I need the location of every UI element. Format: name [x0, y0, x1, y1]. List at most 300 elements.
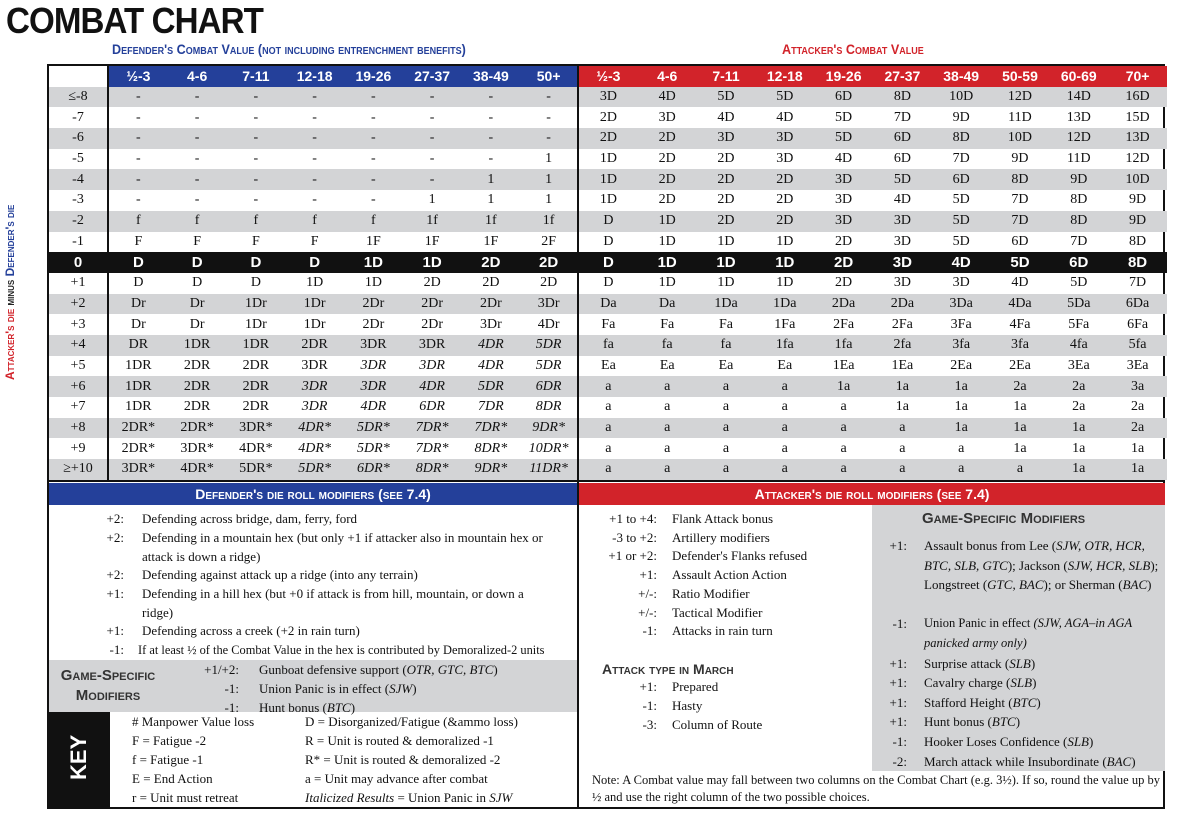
defender-result-cell: 1f [462, 211, 521, 232]
row-label: -4 [49, 169, 109, 190]
modifier-description: Defending in a mountain hex (but only +1 if attacker also in mountain hex or attack is down a ridge) [142, 530, 543, 564]
attacker-column-header: 12-18 [755, 66, 814, 87]
defender-result-cell: - [194, 109, 200, 125]
modifier-description: Defending in a hill hex (but +0 if attack is from hill, mountain, or down a ridge) [142, 586, 524, 620]
attacker-result-cell: 2D [835, 233, 853, 249]
modifier-text-part: ) [1147, 577, 1152, 592]
defender-result-cell: - [136, 192, 141, 208]
defender-column-header: 12-18 [285, 66, 344, 87]
modifier-description [259, 680, 569, 699]
defender-result-cell: 2DR [183, 357, 211, 373]
attacker-result-cell: fa [638, 335, 697, 356]
defender-result-cell: D [168, 252, 227, 273]
defender-result-cell: 3DR* [109, 459, 168, 480]
defender-result-cell: - [403, 128, 462, 149]
modifier-text-part: ); Jackson ( [1007, 557, 1068, 573]
modifier-value: -1: [892, 734, 907, 749]
attacker-result-cell: D [579, 211, 638, 232]
attacker-result-cell: 3Ea [1126, 357, 1149, 373]
modifier-value: +1: [889, 655, 907, 671]
attacker-result-cell: 7D [1129, 275, 1147, 291]
attacker-result-cell: 3D [755, 128, 814, 149]
modifier-text-part: Assault bonus from Lee ( [924, 538, 1057, 553]
defender-result-cell: 4DR* [168, 459, 227, 480]
defender-result-cell: 2DR [227, 376, 286, 397]
attacker-result-cell: 3D [697, 128, 756, 149]
attacker-result-cell: 1a [1013, 399, 1027, 415]
attacker-result-cell: a [664, 440, 671, 456]
attacker-result-cell: 2Ea [1009, 357, 1031, 373]
attacker-result-cell: 5D [755, 87, 814, 108]
modifier-value: +1: [106, 623, 124, 638]
defender-result-cell: 8DR* [403, 459, 462, 480]
table-corner-cell [49, 66, 109, 87]
defender-result-cell: 1DR [227, 335, 286, 356]
attacker-result-cell: 4D [638, 87, 697, 108]
attacker-result-cell: a [781, 440, 788, 456]
defender-result-cell: 1D [403, 252, 462, 273]
attacker-result-cell: 1D [599, 151, 617, 167]
defender-result-cell: - [462, 87, 521, 108]
modifier-text-part: Hunt bonus ( [924, 714, 992, 730]
defender-result-cell: 3DR [344, 335, 403, 356]
attacker-result-cell: 3D [814, 211, 873, 232]
defender-result-cell: 1f [403, 211, 462, 232]
defender-die-label: Defender's die [3, 204, 17, 277]
italic-results-label: Italicized Results [305, 790, 395, 805]
defender-result-cell: 9DR* [520, 418, 579, 439]
attacker-result-cell: Ea [601, 357, 616, 373]
combat-results-table [47, 64, 1165, 482]
attacker-result-cell: 1Da [697, 294, 756, 315]
modifier-value: -1: [224, 681, 239, 696]
defender-result-cell: 8DR [520, 397, 579, 418]
attacker-result-cell: 12D [1049, 128, 1108, 149]
attacker-result-cell: 1Da [755, 294, 814, 315]
attacker-result-cell: Ea [659, 357, 675, 373]
row-label: -6 [49, 128, 109, 149]
attacker-result-cell: 9D [1011, 151, 1029, 167]
attacker-result-cell: 2Da [873, 294, 932, 315]
attacker-column-header: 7-11 [697, 66, 756, 87]
row-label: ≤-8 [49, 87, 109, 108]
attacker-result-cell: 3D [835, 192, 853, 208]
defender-result-cell: 3DR [403, 335, 462, 356]
attacker-result-cell: Ea [718, 357, 734, 373]
modifier-text-part: GTC, BAC [987, 577, 1044, 592]
modifier-value: +1 to +4: [609, 511, 657, 526]
defender-result-cell: 2DR* [168, 418, 227, 439]
attacker-result-cell: a [814, 459, 873, 480]
modifier-value: +1: [889, 538, 907, 553]
modifier-text-part: Union Panic in effect [924, 616, 1034, 631]
attacker-result-cell: 1fa [814, 335, 873, 356]
attacker-result-cell: 1D [776, 233, 794, 249]
defender-result-cell: - [312, 109, 317, 125]
attacker-result-cell: 11D [1008, 109, 1032, 125]
defender-result-cell: 2D [520, 252, 579, 273]
row-label: +3 [49, 314, 109, 335]
attacker-result-cell: 12D [1125, 151, 1150, 167]
attacker-column-header: 19-26 [814, 66, 873, 87]
attacker-column-header: 4-6 [638, 66, 697, 87]
row-label: +4 [49, 335, 109, 356]
attacker-result-cell: 1a [954, 399, 968, 415]
attacker-result-cell: 6D [932, 169, 991, 190]
defender-result-cell: - [285, 87, 344, 108]
attacker-result-cell: a [605, 440, 612, 456]
attacker-result-cell: 1a [1072, 440, 1086, 456]
attacker-result-cell: 1Ea [832, 357, 855, 373]
defender-result-cell: D [192, 275, 203, 291]
defender-result-cell: - [285, 169, 344, 190]
key-entry-italic [305, 790, 512, 806]
modifier-text-part: ) [412, 681, 417, 696]
modifier-value: +2: [106, 530, 124, 545]
attacker-result-cell: 2D [755, 211, 814, 232]
modifier-text-part: BAC [1122, 577, 1148, 592]
row-label: -3 [49, 190, 109, 211]
attacker-result-cell: 4fa [1049, 335, 1108, 356]
defender-result-cell: 1 [520, 190, 579, 211]
defender-result-cell: 2D [520, 273, 579, 294]
row-label: +7 [49, 397, 109, 418]
defender-result-cell: 4DR [478, 357, 504, 373]
modifier-text-part: BTC [1012, 694, 1037, 710]
defender-column-header: 19-26 [344, 66, 403, 87]
defender-result-cell: 4DR [403, 376, 462, 397]
attacker-result-cell: a [932, 459, 991, 480]
attacker-result-cell: 3D [952, 275, 970, 291]
key-entry: f = Fatigue -1 [132, 752, 204, 767]
modifier-description [924, 614, 1164, 653]
attacker-result-cell: 7D [991, 211, 1050, 232]
defender-result-cell: 2Dr [362, 316, 385, 332]
modifier-value: -1: [109, 642, 124, 657]
defender-result-cell: 4DR* [298, 440, 331, 456]
defender-result-cell: 1 [487, 192, 495, 208]
modifier-description: Ratio Modifier [672, 585, 750, 601]
attacker-result-cell: a [697, 459, 756, 480]
attacker-result-cell: 11D [1066, 151, 1091, 167]
modifier-description [924, 654, 1164, 674]
row-label: -1 [49, 232, 109, 253]
defender-result-cell: 1f [520, 211, 579, 232]
attacker-result-cell: 2a [991, 376, 1050, 397]
attacker-column-header: 70+ [1108, 66, 1167, 87]
defender-result-cell: - [109, 87, 168, 108]
attacker-result-cell: 2D [776, 192, 794, 208]
defender-result-cell: 1Dr [303, 316, 326, 332]
defender-result-cell: - [194, 192, 200, 208]
row-label: ≥+10 [49, 459, 109, 480]
defender-result-cell: 8DR* [474, 440, 508, 456]
attacker-result-cell: 1a [1130, 440, 1145, 456]
modifier-text-part: SJW, HCR, SLB [1067, 557, 1151, 573]
defender-result-cell: 5DR* [344, 418, 403, 439]
defender-result-cell: 1 [428, 192, 436, 208]
modifier-text-part: Gunboat defensive support ( [259, 662, 407, 677]
defender-result-cell: Dr [168, 294, 227, 315]
attacker-result-cell: 2D [579, 128, 638, 149]
modifier-description [924, 693, 1164, 713]
attacker-result-cell: 3Fa [950, 316, 972, 332]
defender-result-cell: 1 [462, 169, 521, 190]
attacker-result-cell: 2Da [814, 294, 873, 315]
defender-result-cell: 9DR* [462, 459, 521, 480]
modifier-description: If at least ½ of the Combat Value in the hex is contributed by Demoralized-2 units [138, 643, 545, 657]
modifier-value: +1/+2: [204, 662, 239, 677]
key-entry: # Manpower Value loss [132, 714, 255, 729]
defender-result-cell: 3DR [301, 357, 328, 373]
defender-result-cell: 7DR* [403, 418, 462, 439]
defender-result-cell: D [227, 252, 286, 273]
modifier-description: Prepared [672, 679, 719, 694]
attacker-combat-value-heading: Attacker's Combat Value [782, 41, 924, 57]
modifier-value: +1: [106, 586, 124, 601]
attacker-result-cell: 1a [932, 418, 991, 439]
defender-result-cell: Dr [109, 294, 168, 315]
attacker-result-cell: 1a [991, 418, 1050, 439]
attacker-result-cell: 2Fa [833, 316, 855, 332]
defender-result-cell: - [429, 151, 435, 167]
attacker-result-cell: 3D [873, 252, 932, 273]
defender-result-cell: - [371, 151, 376, 167]
defender-result-cell: 5DR [520, 335, 579, 356]
defender-result-cell: - [403, 169, 462, 190]
defender-column-header: 7-11 [227, 66, 286, 87]
attacker-result-cell: 1D [579, 169, 638, 190]
defender-result-cell: 2DR [242, 399, 270, 415]
defender-result-cell: D [133, 275, 144, 291]
defender-combat-value-heading: Defender's Combat Value (not including entrenchment benefits) [112, 41, 466, 57]
modifier-text-part: ); or Sherman ( [1043, 577, 1123, 592]
defender-result-cell: 3DR [360, 357, 387, 373]
attacker-result-cell: 16D [1108, 87, 1167, 108]
attacker-result-cell: 5D [814, 128, 873, 149]
attacker-result-cell: 2a [1072, 399, 1086, 415]
key-label-box [49, 712, 110, 809]
attacker-result-cell: 13D [1066, 109, 1091, 125]
defender-result-cell: DR [109, 335, 168, 356]
defender-result-cell: f [285, 211, 344, 232]
modifier-description: Artillery modifiers [672, 529, 770, 545]
key-label: KEY [66, 734, 91, 780]
defender-result-cell: - [344, 87, 403, 108]
attacker-result-cell: 1a [895, 399, 909, 415]
modifier-description [924, 673, 1164, 693]
attacker-result-cell: D [603, 233, 614, 249]
attacker-column-header: 50-59 [991, 66, 1050, 87]
defender-result-cell: 1Dr [285, 294, 344, 315]
attacker-result-cell: 1a [1049, 459, 1108, 480]
defender-result-cell: 4Dr [520, 314, 579, 335]
defender-result-cell: 3Dr [479, 316, 502, 332]
modifier-text-part: (SJW, AGA–in AGA panicked army only) [924, 616, 1132, 650]
defender-result-cell: 3Dr [520, 294, 579, 315]
attacker-result-cell: 2D [755, 169, 814, 190]
defender-result-cell: 3DR [301, 399, 328, 415]
attacker-result-cell: 7D [1070, 233, 1088, 249]
modifier-text-part: ); Longstreet ( [924, 557, 1159, 592]
attacker-result-cell: 2D [717, 192, 735, 208]
modifier-text-part: Cavalry charge ( [924, 675, 1011, 691]
attacker-result-cell: 2D [814, 252, 873, 273]
modifier-description [259, 661, 569, 680]
row-label: +9 [49, 438, 109, 459]
defender-result-cell: 2DR [285, 335, 344, 356]
attacker-result-cell: 3D [893, 233, 911, 249]
modifier-text-part: SLB [1067, 734, 1089, 749]
attacker-result-cell: Ea [777, 357, 793, 373]
attacker-die-label: Attacker's die [3, 308, 17, 380]
attacker-result-cell: a [664, 399, 671, 415]
modifier-value: -3: [642, 717, 657, 732]
march-attack-type-heading: Attack type in March [602, 661, 734, 677]
attacker-result-cell: 1D [638, 252, 697, 273]
attacker-result-cell: D [603, 275, 614, 291]
defender-result-cell: 2Dr [421, 316, 444, 332]
defender-result-cell: f [109, 211, 168, 232]
attacker-result-cell: 2D [835, 275, 853, 291]
modifier-value: +1: [889, 714, 907, 730]
attacker-result-cell: 1a [932, 376, 991, 397]
defender-result-cell: 2DR* [109, 418, 168, 439]
attacker-column-header: 27-37 [873, 66, 932, 87]
attacker-game-specific-label: Game-Specific Modifiers [922, 510, 1086, 527]
defender-result-cell: 7DR* [462, 418, 521, 439]
modifier-value: +1: [889, 694, 907, 710]
defender-result-cell: - [109, 169, 168, 190]
attacker-result-cell: 9D [1049, 169, 1108, 190]
attacker-result-cell: Da [579, 294, 638, 315]
attacker-result-cell: 8D [991, 169, 1050, 190]
row-label: 0 [49, 252, 109, 273]
attacker-result-cell: 6D [1011, 233, 1029, 249]
modifier-text-part: ) [1036, 694, 1041, 710]
modifier-text-part: ) [1030, 655, 1036, 671]
attacker-result-cell: 3D [814, 169, 873, 190]
attacker-result-cell: 5D [991, 252, 1050, 273]
attacker-result-cell: 2D [697, 169, 756, 190]
modifier-description [924, 536, 1164, 595]
key-entry: a = Unit may advance after combat [305, 771, 488, 786]
modifier-description: Defender's Flanks refused [672, 548, 808, 564]
attacker-result-cell: 5D [952, 233, 970, 249]
attacker-result-cell: 1Ea [891, 357, 914, 373]
row-label: -5 [49, 149, 109, 170]
defender-result-cell: 2F [520, 232, 579, 253]
defender-result-cell: - [371, 109, 376, 125]
modifier-value: +1 or +2: [608, 548, 657, 564]
attacker-column-header: 60-69 [1049, 66, 1108, 87]
defender-result-cell: D [109, 252, 168, 273]
attacker-result-cell: 8D [1049, 211, 1108, 232]
defender-result-cell: F [134, 233, 143, 249]
defender-result-cell: - [253, 192, 259, 208]
defender-result-cell: - [168, 128, 227, 149]
attacker-result-cell: 9D [1129, 192, 1147, 208]
defender-result-cell: 2D [482, 275, 500, 291]
modifier-description: Defending against attack up a ridge (into any terrain) [142, 567, 418, 582]
defender-result-cell: 1DR [125, 399, 152, 415]
defender-result-cell: 5DR* [285, 459, 344, 480]
defender-result-cell: - [285, 128, 344, 149]
defender-result-cell: Dr [189, 316, 205, 332]
modifier-value: -1: [642, 698, 657, 713]
defender-result-cell: 2DR [168, 376, 227, 397]
row-label: -7 [49, 107, 109, 128]
defender-result-cell: 6DR [520, 376, 579, 397]
modifier-value: -3 to +2: [612, 529, 657, 545]
attacker-result-cell: 8D [1129, 233, 1147, 249]
attacker-result-cell: 5D [835, 109, 853, 125]
attacker-result-cell: 2D [638, 169, 697, 190]
attacker-result-cell: a [755, 459, 814, 480]
modifier-description: Tactical Modifier [672, 604, 763, 620]
defender-result-cell: D [250, 275, 261, 291]
attacker-result-cell: a [814, 418, 873, 439]
attacker-result-cell: a [899, 440, 906, 456]
attacker-result-cell: 3a [1108, 376, 1167, 397]
attacker-result-cell: 2a [1130, 399, 1145, 415]
defender-result-cell: 1 [520, 149, 579, 170]
defender-result-cell: - [344, 128, 403, 149]
attacker-result-cell: 7D [893, 109, 911, 125]
modifier-text-part: BTC [326, 700, 351, 715]
attacker-result-cell: 10D [932, 87, 991, 108]
defender-result-cell: - [488, 109, 494, 125]
attacker-result-cell: Da [638, 294, 697, 315]
defender-column-header: 27-37 [403, 66, 462, 87]
defender-result-cell: 5DR* [357, 440, 390, 456]
attacker-result-cell: 3Ea [1067, 357, 1090, 373]
defender-result-cell: 1D [306, 275, 324, 291]
attacker-result-cell: 1D [776, 275, 794, 291]
attacker-result-cell: 5D [697, 87, 756, 108]
defender-result-cell: 6DR* [344, 459, 403, 480]
defender-result-cell: f [168, 211, 227, 232]
attacker-result-cell: 4D [717, 109, 735, 125]
defender-result-cell: - [227, 87, 286, 108]
defender-result-cell: - [194, 151, 200, 167]
attacker-result-cell: 4D [776, 109, 794, 125]
modifiers-section [47, 481, 1165, 809]
rounding-note: Note: A Combat value may fall between two columns on the Combat Chart (e.g. 3½). If so, round the value up by ½ and use the right column of the two possible choices. [592, 773, 1160, 804]
attacker-result-cell: 5D [873, 169, 932, 190]
attacker-result-cell: D [579, 252, 638, 273]
attacker-result-cell: Fa [660, 316, 675, 332]
attacker-result-cell: 3fa [991, 335, 1050, 356]
modifier-text-part: SJW, OTR, HCR, BTC, SLB, GTC [924, 538, 1145, 573]
modifier-text-part: ) [350, 700, 356, 715]
attacker-result-cell: 1D [717, 275, 735, 291]
defender-result-cell: - [371, 192, 376, 208]
attacker-result-cell: fa [697, 335, 756, 356]
modifier-value: -1: [642, 623, 657, 639]
attacker-result-cell: 6D [1049, 252, 1108, 273]
attacker-result-cell: 12D [991, 87, 1050, 108]
attacker-result-cell: 3Da [932, 294, 991, 315]
attacker-result-cell: 3D [579, 87, 638, 108]
attacker-result-cell: 1a [1013, 440, 1027, 456]
modifier-text-part: BTC [991, 714, 1016, 730]
attacker-result-cell: 3fa [932, 335, 991, 356]
attacker-result-cell: a [579, 376, 638, 397]
attacker-result-cell: 8D [1070, 192, 1088, 208]
defender-result-cell: 2Dr [462, 294, 521, 315]
attacker-result-cell: a [579, 459, 638, 480]
